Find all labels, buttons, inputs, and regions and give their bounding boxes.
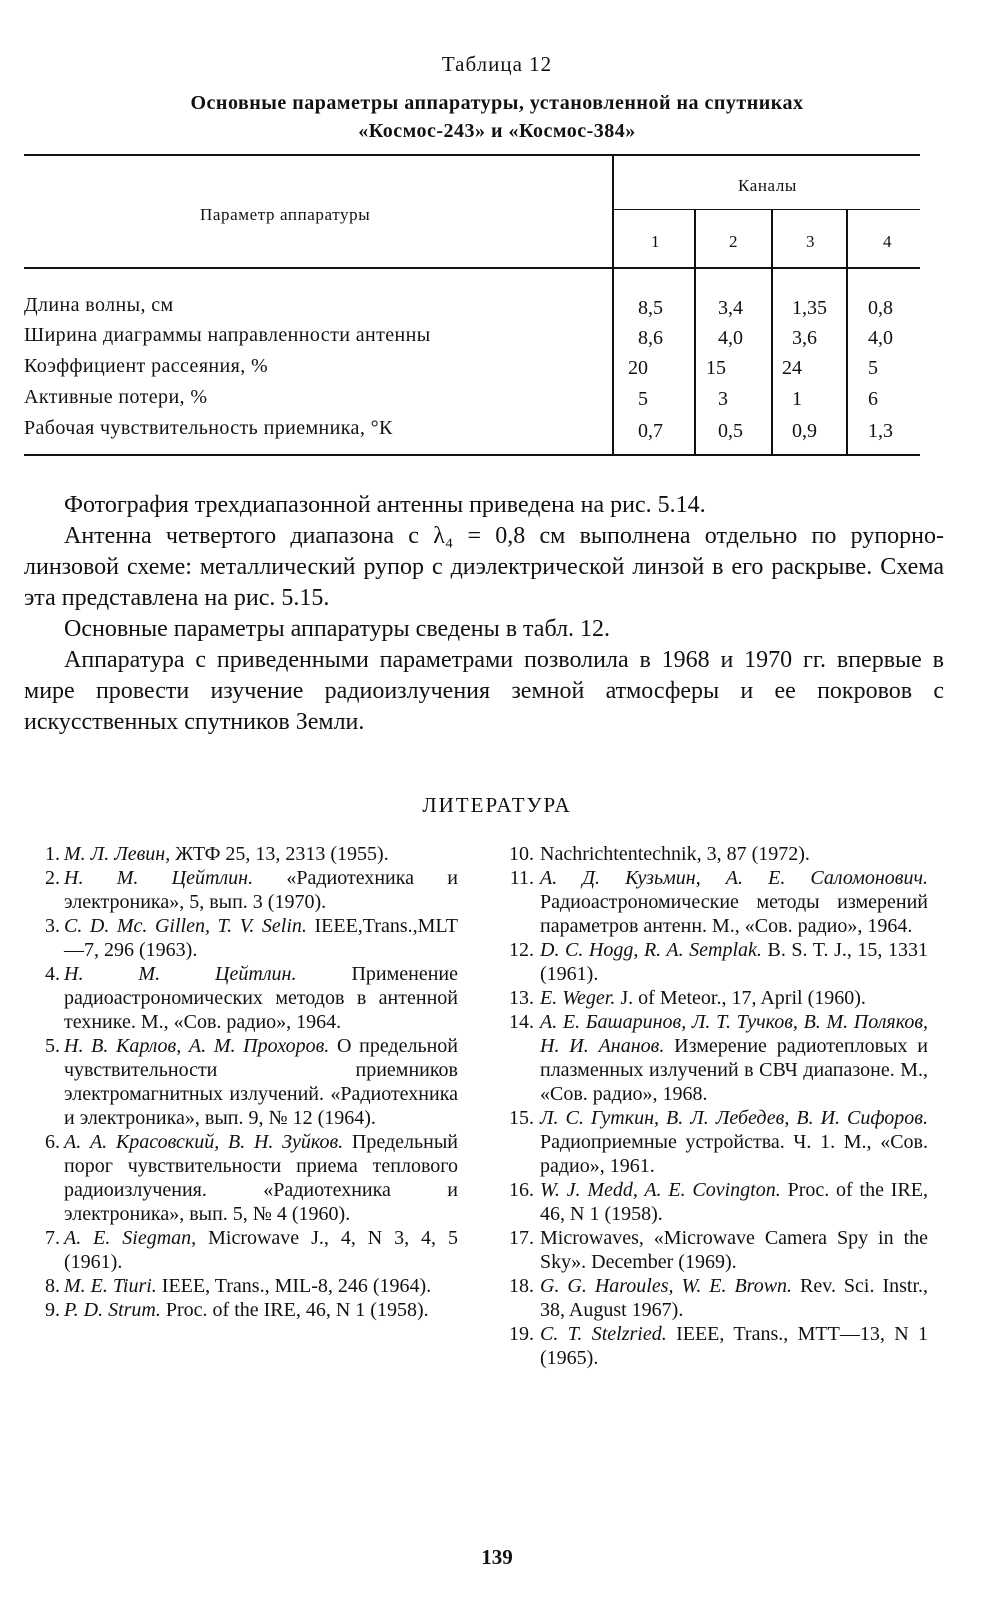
table-cell: 1,35: [792, 297, 827, 319]
reference-item: 13. E. Weger. J. of Meteor., 17, April (1960).: [509, 987, 866, 1009]
param-column-header: Параметр аппаратуры: [200, 205, 371, 224]
channel-number: 2: [729, 232, 739, 251]
table-cell: 20: [628, 357, 648, 379]
table-cell: 0,7: [638, 420, 663, 442]
table-cell: 6: [868, 388, 878, 410]
row-label: Длина волны, см: [24, 294, 174, 316]
table-cell: 3,4: [718, 297, 743, 319]
reference-item: 9. P. D. Strum. Proc. of the IRE, 46, N 1 (1958).: [45, 1299, 429, 1321]
reference-item: 7. A. E. Siegman, Microwave J., 4, N 3, 4, 5 (1961).: [45, 1227, 458, 1273]
column-divider: [771, 209, 773, 454]
paragraph: Аппаратура с приведенными параметрами позволила в 1968 и 1970 гг. впервые в мире провести изучение радиоизлучения земной атмосферы и ее покровов с искусственных спутников Земли.: [24, 647, 944, 735]
column-divider: [612, 154, 614, 454]
reference-item: 11. А. Д. Кузьмин, А. Е. Саломонович. Радиоастрономические методы измерений параметров антенн. М., «Сов. радио», 1964.: [509, 867, 928, 937]
references-right-column: [494, 842, 928, 1370]
row-label: Ширина диаграммы направленности антенны: [24, 324, 431, 346]
table-cell: 3,6: [792, 327, 817, 349]
table-cell: 0,5: [718, 420, 743, 442]
body-text: [24, 490, 944, 738]
row-label: Активные потери, %: [24, 386, 208, 408]
reference-item: 5. Н. В. Карлов, А. М. Прохоров. О предельной чувствительности приемников электромагнитных излучений. «Радиотехника и электроника», вып. 9, № 12 (1964).: [45, 1035, 458, 1129]
table-top-rule: [24, 154, 920, 156]
page-number: 139: [481, 1545, 513, 1569]
channel-number: 1: [651, 232, 661, 251]
reference-item: 12. D. C. Hogg, R. A. Semplak. B. S. T. J., 15, 1331 (1961).: [509, 939, 928, 985]
reference-item: 15. Л. С. Гуткин, В. Л. Лебедев, В. И. Сифоров. Радиоприемные устройства. Ч. 1. М., «Сов. радио», 1961.: [509, 1107, 928, 1177]
row-label: Рабочая чувствительность приемника, °К: [24, 417, 393, 439]
table-bottom-rule: [24, 454, 920, 456]
reference-item: 8. M. E. Tiuri. IEEE, Trans., MIL-8, 246 (1964).: [45, 1275, 432, 1297]
paragraph: Фотография трехдиапазонной антенны приведена на рис. 5.14.: [64, 492, 706, 518]
table-cell: 5: [868, 357, 878, 379]
reference-item: 17. Microwaves, «Microwave Camera Spy in the Sky». December (1969).: [509, 1227, 928, 1273]
table-number: Таблица 12: [441, 52, 553, 76]
reference-item: 6. А. А. Красовский, В. Н. Зуйков. Предельный порог чувствительности приема теплового радиоизлучения. «Радиотехника и электроника», вып. 5, № 4 (1960).: [45, 1131, 458, 1225]
channel-number: 4: [883, 232, 893, 251]
references-left-column: [26, 842, 458, 1322]
table-cell: 0,9: [792, 420, 817, 442]
table-cell: 0,8: [868, 297, 893, 319]
table-cell: 4,0: [868, 327, 893, 349]
literature-heading: ЛИТЕРАТУРА: [422, 793, 572, 817]
table-cell: 5: [638, 388, 648, 410]
paragraph: Основные параметры аппаратуры сведены в табл. 12.: [64, 616, 611, 642]
table-cell: 8,5: [638, 297, 663, 319]
channels-header-rule: [614, 209, 920, 210]
row-label: Коэффициент рассеяния, %: [24, 355, 269, 377]
channels-header: Каналы: [738, 176, 797, 195]
table-cell: 1: [792, 388, 802, 410]
table-title-line-2: «Космос-243» и «Космос-384»: [358, 120, 636, 142]
column-divider: [846, 209, 848, 454]
paragraph: Антенна четвертого диапазона с λ₄ = 0,8 см выполнена отдельно по рупорно-линзовой схеме: металлический рупор с диэлектрической линзой в его раскрыве. Схема эта представлена на рис. 5.15.: [24, 523, 944, 611]
table-cell: 3: [718, 388, 728, 410]
reference-item: 14. А. Е. Башаринов, Л. Т. Тучков, В. М. Поляков, Н. И. Ананов. Измерение радиотепловых и плазменных излучений в СВЧ диапазоне. М., «Сов. радио», 1968.: [509, 1011, 928, 1105]
table-title-line-1: Основные параметры аппаратуры, установленной на спутниках: [190, 92, 804, 114]
table-cell: 8,6: [638, 327, 663, 349]
reference-item: 10. Nachrichtentechnik, 3, 87 (1972).: [509, 843, 810, 865]
reference-item: 3. C. D. Mc. Gillen, T. V. Selin. IEEE,Trans.,MLT—7, 296 (1963).: [45, 915, 459, 961]
reference-item: 18. G. G. Haroules, W. E. Brown. Rev. Sci. Instr., 38, August 1967).: [509, 1275, 928, 1321]
table-header-rule: [24, 267, 920, 269]
reference-item: 1. М. Л. Левин, ЖТФ 25, 13, 2313 (1955).: [45, 843, 389, 865]
table-cell: 4,0: [718, 327, 743, 349]
reference-item: 2. Н. М. Цейтлин. «Радиотехника и электроника», 5, вып. 3 (1970).: [45, 867, 459, 913]
column-divider: [694, 209, 696, 454]
table-cell: 1,3: [868, 420, 893, 442]
reference-item: 16. W. J. Medd, A. E. Covington. Proc. of the IRE, 46, N 1 (1958).: [509, 1179, 928, 1225]
table-cell: 15: [706, 357, 726, 379]
channel-number: 3: [806, 232, 816, 251]
reference-item: 4. Н. М. Цейтлин. Применение радиоастрономических методов в антенной технике. М., «Сов. радио», 1964.: [45, 963, 458, 1033]
table-cell: 24: [782, 357, 802, 379]
reference-item: 19. C. T. Stelzried. IEEE, Trans., MTT—13, N 1 (1965).: [509, 1323, 929, 1369]
